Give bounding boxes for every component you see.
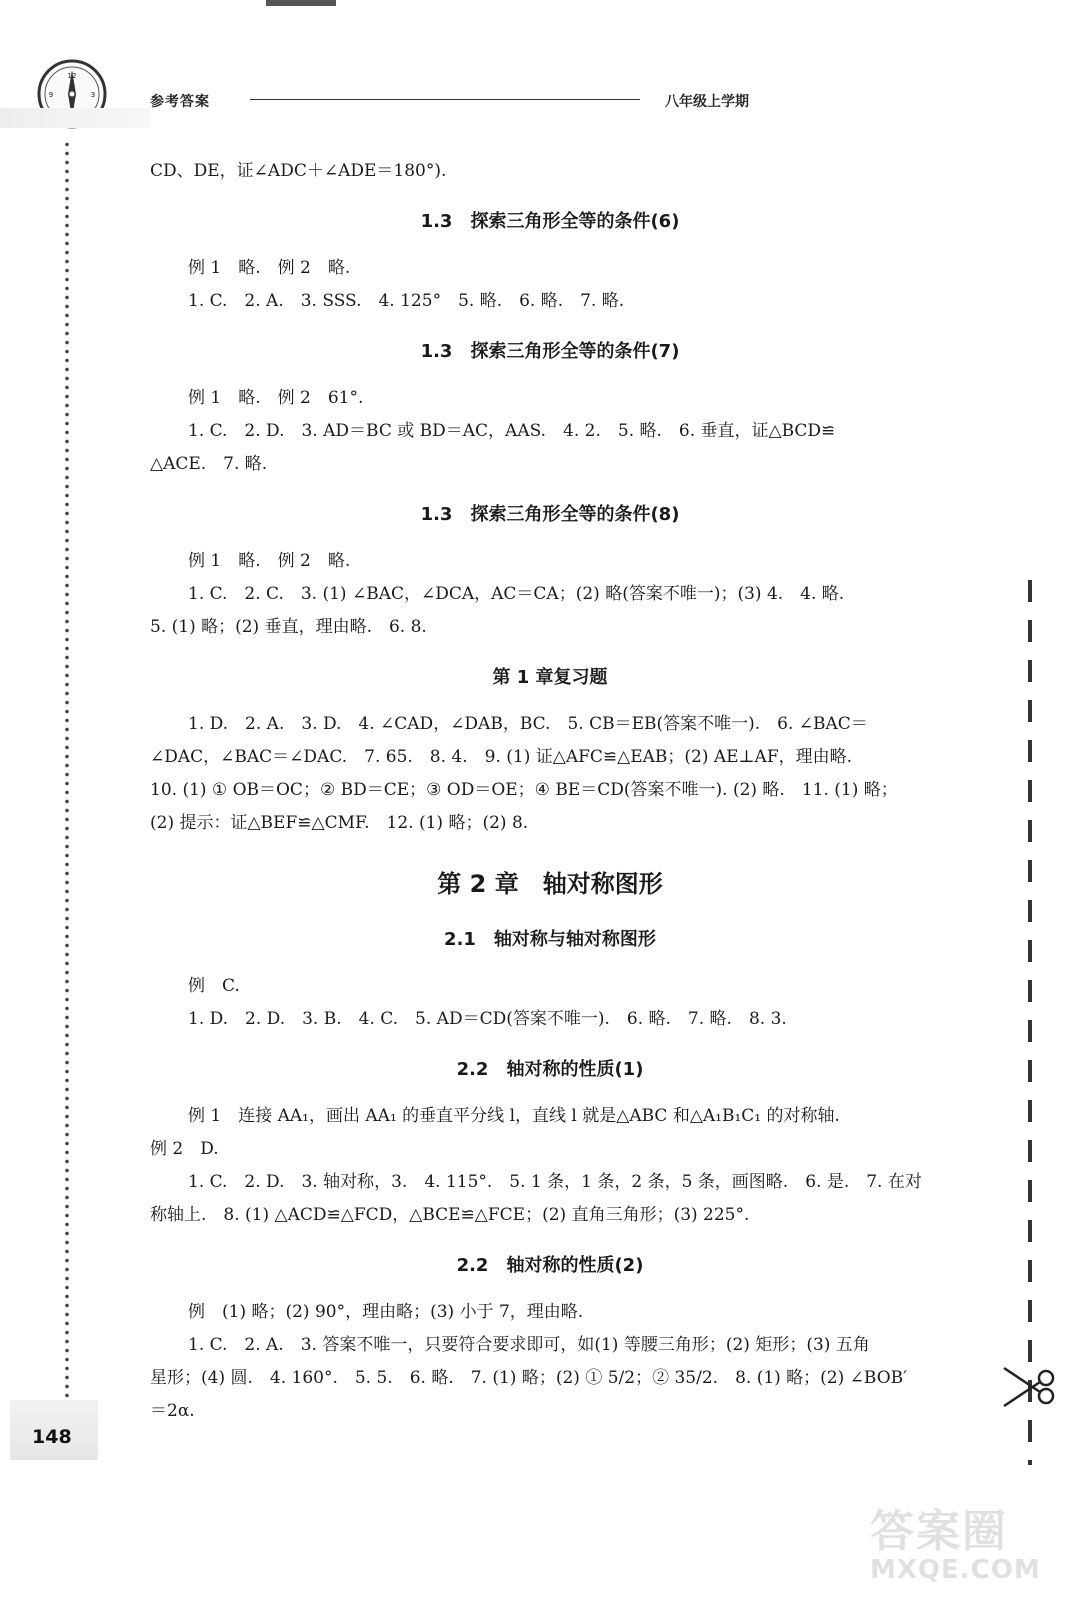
answer-line: 5. (1) 略；(2) 垂直，理由略. 6. 8. (150, 617, 427, 637)
answer-line: 1. C. 2. A. 3. 答案不唯一，只要符合要求即可，如(1) 等腰三角形；(2) 矩形；(3) 五角 (188, 1335, 870, 1355)
answer-content (150, 155, 950, 1428)
top-edge-mark (266, 0, 336, 6)
watermark-url: MXQE.COM (870, 1555, 1041, 1585)
page-number: 148 (32, 1426, 72, 1448)
answer-line: 1. D. 2. D. 3. B. 4. C. 5. AD＝CD(答案不唯一). 6. 略. 7. 略. 8. 3. (188, 1009, 787, 1029)
answer-line: ＝2α. (150, 1401, 195, 1421)
answer-line: ∠DAC，∠BAC＝∠DAC. 7. 65. 8. 4. 9. (1) 证△AFC≌△EAB；(2) AE⊥AF，理由略. (150, 747, 853, 767)
answer-line: CD、DE，证∠ADC＋∠ADE＝180°). (150, 161, 447, 181)
header-shaded-band (0, 108, 150, 128)
answer-line: 例 (1) 略；(2) 90°，理由略；(3) 小于 7，理由略. (188, 1302, 584, 1322)
cut-line (1028, 580, 1032, 1465)
section-title: 1.3 探索三角形全等的条件(6) (420, 211, 680, 232)
watermark (870, 1508, 1050, 1598)
section-title: 1.3 探索三角形全等的条件(7) (420, 341, 680, 362)
compass-num-9: 9 (48, 91, 54, 99)
answer-line: △ACE. 7. 略. (150, 454, 268, 474)
answer-line: 例 1 略. 例 2 略. (188, 258, 351, 278)
chapter-title: 第 2 章 轴对称图形 (437, 870, 663, 898)
section-title: 2.2 轴对称的性质(1) (456, 1059, 644, 1080)
compass-num-12: 12 (67, 72, 77, 80)
answer-line: 例 C. (188, 976, 240, 996)
section-title: 2.1 轴对称与轴对称图形 (444, 929, 656, 950)
answer-line: 例 1 略. 例 2 略. (188, 551, 351, 571)
answer-line: 例 1 连接 AA₁，画出 AA₁ 的垂直平分线 l，直线 l 就是△ABC 和△A₁B₁C₁ 的对称轴. (188, 1106, 840, 1126)
header-rule (250, 99, 640, 100)
answer-line: 1. C. 2. D. 3. 轴对称，3. 4. 115°. 5. 1 条，1 条，2 条，5 条，画图略. 6. 是. 7. 在对 (188, 1172, 922, 1192)
answer-line: 10. (1) ① OB＝OC；② BD＝CE；③ OD＝OE；④ BE＝CD(答案不唯一). (2) 略. 11. (1) 略； (150, 780, 898, 800)
answer-line: 1. C. 2. C. 3. (1) ∠BAC，∠DCA，AC＝CA；(2) 略(答案不唯一)；(3) 4. 4. 略. (188, 584, 845, 604)
header-right-label: 八年级上学期 (665, 94, 749, 110)
answer-line: 例 2 D. (150, 1139, 219, 1159)
answer-line: 称轴上. 8. (1) △ACD≌△FCD，△BCE≌△FCE；(2) 直角三角形；(3) 225°. (150, 1205, 750, 1225)
binding-dotted-line (64, 140, 70, 1405)
answer-line: 星形；(4) 圆. 4. 160°. 5. 5. 6. 略. 7. (1) 略；(2) ① 5/2；② 35/2. 8. (1) 略；(2) ∠BOB′ (150, 1368, 908, 1388)
answer-line: 例 1 略. 例 2 61°. (188, 388, 364, 408)
scissors-icon (1000, 1364, 1058, 1410)
answer-line: 1. D. 2. A. 3. D. 4. ∠CAD，∠DAB，BC. 5. CB＝EB(答案不唯一). 6. ∠BAC＝ (188, 714, 868, 734)
compass-num-3: 3 (90, 91, 96, 99)
section-title: 2.2 轴对称的性质(2) (456, 1255, 644, 1276)
watermark-logo-text: 答案圈 (870, 1506, 1008, 1557)
answer-line: 1. C. 2. D. 3. AD＝BC 或 BD＝AC，AAS. 4. 2. 5. 略. 6. 垂直，证△BCD≌ (188, 421, 836, 441)
header-left-label: 参考答案 (150, 94, 210, 110)
answer-line: 1. C. 2. A. 3. SSS. 4. 125° 5. 略. 6. 略. 7. 略. (188, 291, 625, 311)
section-title: 1.3 探索三角形全等的条件(8) (420, 504, 680, 525)
answer-line: (2) 提示：证△BEF≌△CMF. 12. (1) 略；(2) 8. (150, 813, 529, 833)
section-title: 第 1 章复习题 (492, 667, 608, 688)
